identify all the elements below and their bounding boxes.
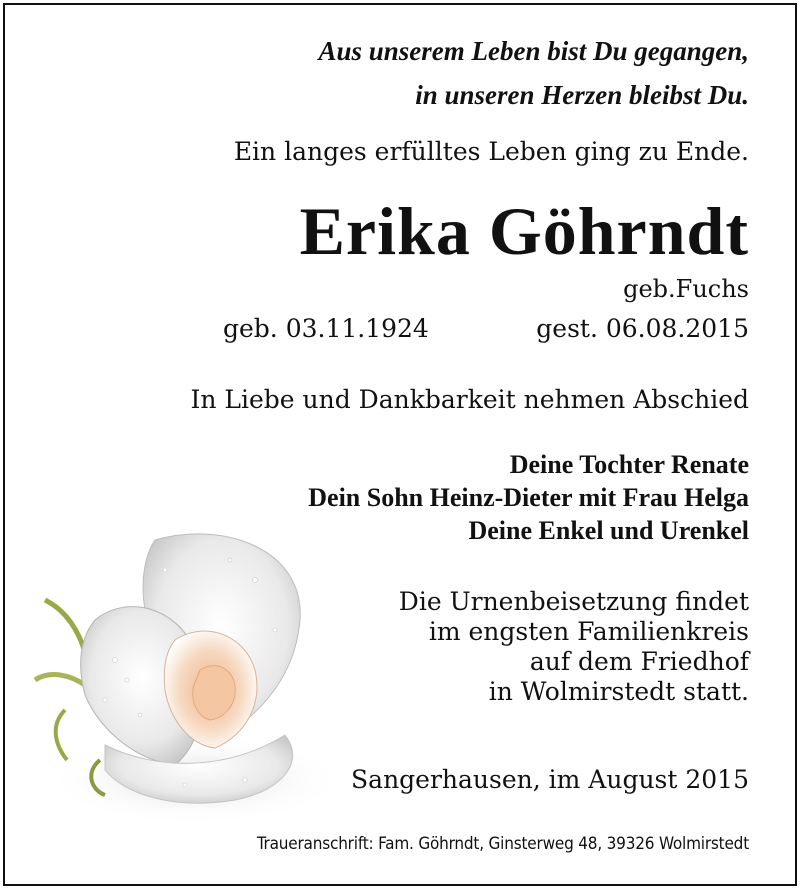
death-date: gest. 06.08.2015 bbox=[536, 314, 749, 343]
birth-date: geb. 03.11.1924 bbox=[223, 314, 429, 343]
motto-line-1: Aus unserem Leben bist Du gegangen, bbox=[318, 36, 749, 66]
mourner-line: Dein Sohn Heinz-Dieter mit Frau Helga bbox=[308, 483, 749, 512]
motto-line-2: in unseren Herzen bleibst Du. bbox=[415, 80, 749, 110]
burial-notice bbox=[399, 587, 749, 707]
burial-line: im engsten Familienkreis bbox=[428, 617, 749, 646]
life-dates bbox=[223, 314, 749, 343]
deceased-name: Erika Göhrndt bbox=[299, 193, 749, 269]
mourner-line: Deine Tochter Renate bbox=[509, 450, 749, 479]
burial-line: auf dem Friedhof bbox=[529, 647, 749, 676]
white-rose-image bbox=[5, 510, 345, 840]
mourner-line: Deine Enkel und Urenkel bbox=[468, 516, 749, 545]
obituary-notice bbox=[3, 3, 797, 886]
mourning-address: Traueranschrift: Fam. Göhrndt, Ginsterweg 48, 39326 Wolmirstedt bbox=[256, 834, 749, 854]
intro-text: Ein langes erfülltes Leben ging zu Ende. bbox=[233, 137, 749, 166]
burial-line: in Wolmirstedt statt. bbox=[488, 677, 749, 706]
maiden-name: geb.Fuchs bbox=[623, 275, 749, 303]
mourners-list bbox=[308, 448, 749, 547]
place-and-date: Sangerhausen, im August 2015 bbox=[351, 765, 749, 794]
farewell-text: In Liebe und Dankbarkeit nehmen Abschied bbox=[190, 385, 749, 414]
burial-line: Die Urnenbeisetzung findet bbox=[398, 587, 749, 616]
